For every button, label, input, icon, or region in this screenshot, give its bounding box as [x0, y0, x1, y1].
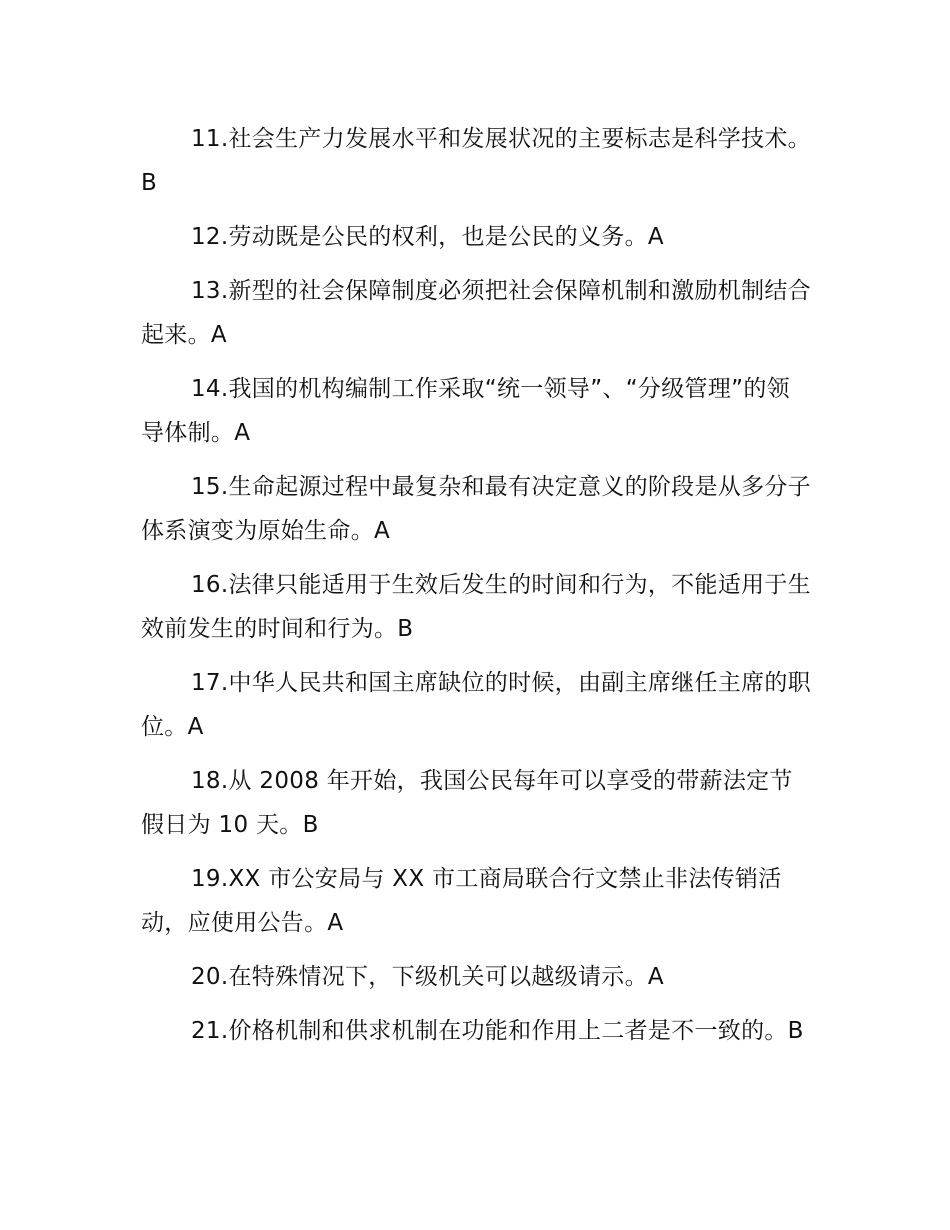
question-item-11: 11.社会生产力发展水平和发展状况的主要标志是科学技术。B: [141, 126, 811, 196]
question-item-14: 14.我国的机构编制工作采取“统一领导”、“分级管理”的领导体制。A: [141, 376, 790, 446]
question-item-21: 21.价格机制和供求机制在功能和作用上二者是不一致的。B: [191, 1018, 804, 1044]
question-item-15: 15.生命起源过程中最复杂和最有决定意义的阶段是从多分子体系演变为原始生命。A: [141, 474, 811, 544]
question-item-17: 17.中华人民共和国主席缺位的时候，由副主席继任主席的职位。A: [141, 670, 811, 740]
question-item-18: 18.从 2008 年开始，我国公民每年可以享受的带薪法定节假日为 10 天。B: [141, 768, 793, 838]
question-list: [141, 117, 813, 1063]
question-item-16: 16.法律只能适用于生效后发生的时间和行为，不能适用于生效前发生的时间和行为。B: [141, 572, 811, 642]
question-item-13: 13.新型的社会保障制度必须把社会保障机制和激励机制结合起来。A: [141, 278, 811, 348]
question-item-20: 20.在特殊情况下，下级机关可以越级请示。A: [191, 964, 664, 990]
question-item-12: 12.劳动既是公民的权利，也是公民的义务。A: [191, 224, 664, 250]
question-item-19: 19.XX 市公安局与 XX 市工商局联合行文禁止非法传销活动，应使用公告。A: [141, 866, 782, 936]
